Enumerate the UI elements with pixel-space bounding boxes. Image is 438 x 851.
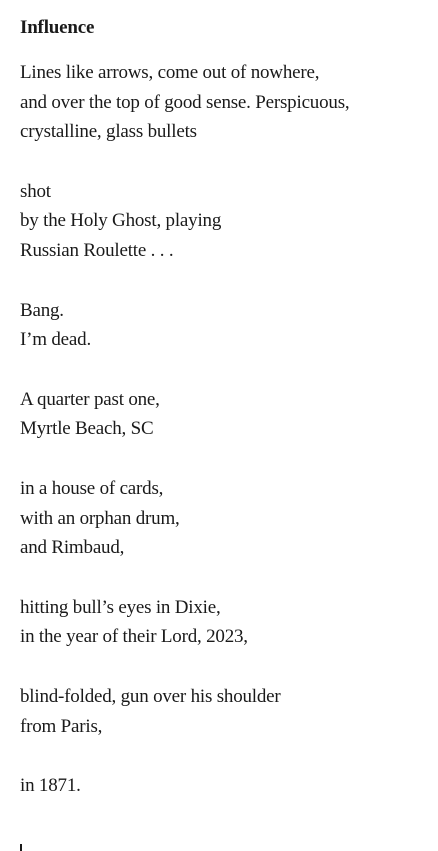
poem-line: in a house of cards, xyxy=(20,477,164,499)
poem-line: Myrtle Beach, SC xyxy=(20,418,154,440)
stanza xyxy=(20,296,428,355)
poem-title: Influence xyxy=(20,17,95,38)
poem-line: in 1871. xyxy=(20,775,81,797)
poem-line: blind-folded, gun over his shoulder xyxy=(20,685,281,707)
poem-line: shot xyxy=(20,180,51,202)
poem-line: by the Holy Ghost, playing xyxy=(20,210,222,232)
poem-line: Russian Roulette . . . xyxy=(20,239,174,261)
text-cursor[interactable] xyxy=(20,844,22,851)
poem-line: Lines like arrows, come out of nowhere, xyxy=(20,62,320,83)
stanza xyxy=(20,682,428,741)
poem-line: from Paris, xyxy=(20,715,103,737)
stanza xyxy=(20,593,428,652)
poem-line: crystalline, glass bullets xyxy=(20,121,197,143)
poem-line: and Rimbaud, xyxy=(20,537,125,559)
poem-line: hitting bull’s eyes in Dixie, xyxy=(20,596,221,618)
stanza xyxy=(20,385,428,444)
stanza xyxy=(20,771,428,801)
poem-line: with an orphan drum, xyxy=(20,507,180,529)
poem-line: in the year of their Lord, 2023, xyxy=(20,626,248,648)
stanza xyxy=(20,474,428,563)
poem-page xyxy=(20,14,428,831)
poem-line: Bang. xyxy=(20,299,64,321)
poem-line: A quarter past one, xyxy=(20,388,160,410)
poem-line: and over the top of good sense. Perspicuous, xyxy=(20,91,350,113)
stanza xyxy=(20,177,428,266)
stanza xyxy=(20,58,428,147)
poem-line: I’m dead. xyxy=(20,329,91,351)
